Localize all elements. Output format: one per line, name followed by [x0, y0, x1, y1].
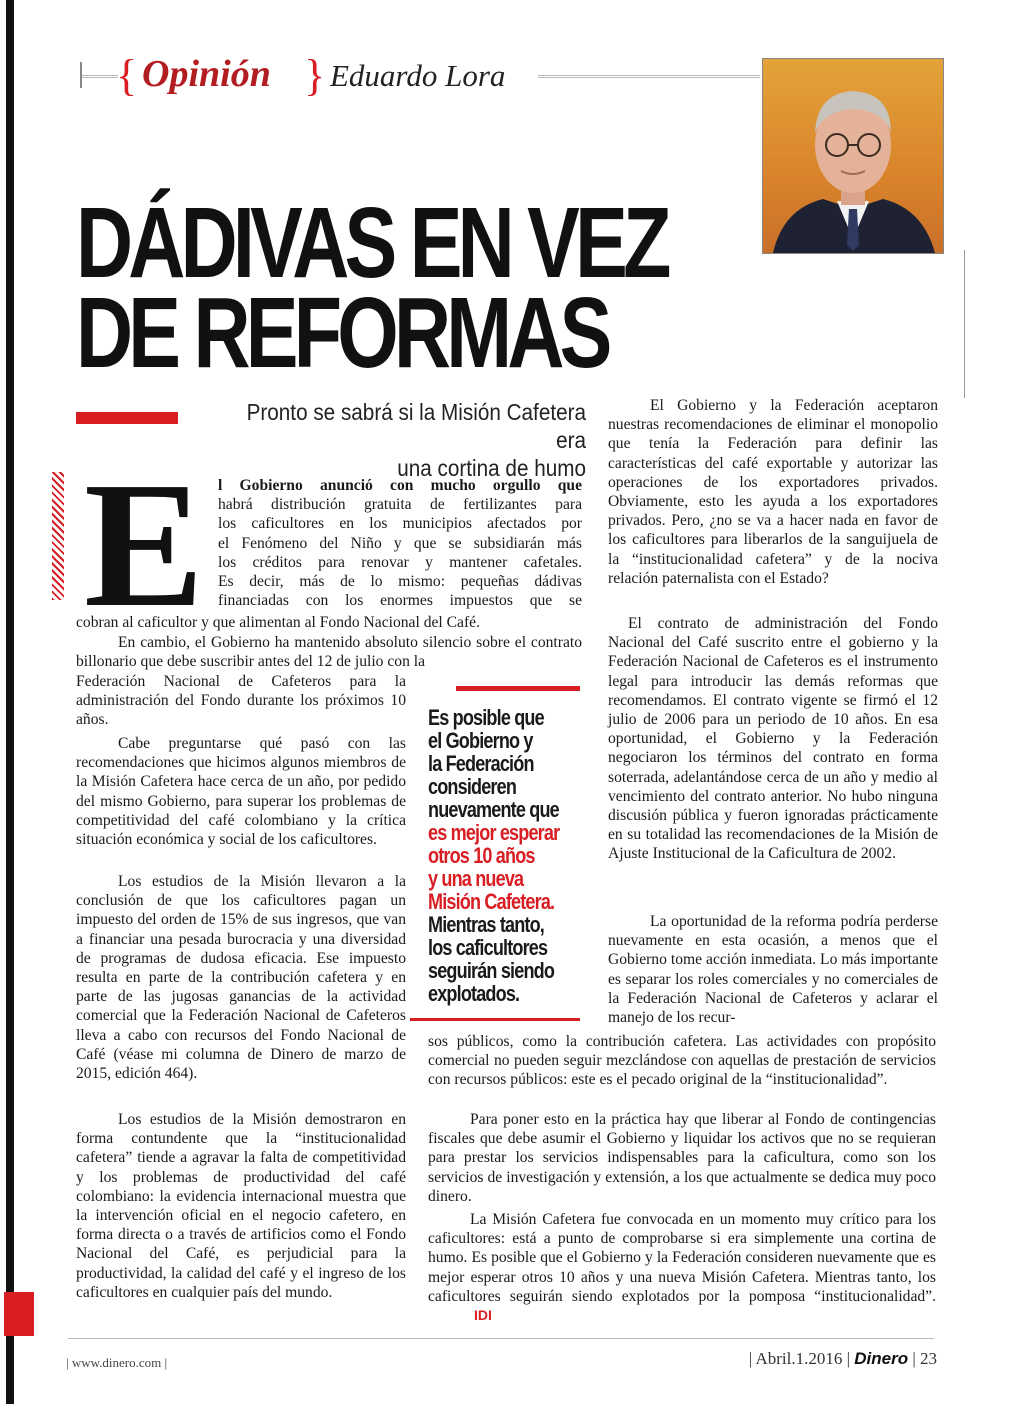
paragraph-institutionality: Los estudios de la Misión demostraron en forma contundente que la “institucionalidad cafetera” tiende a agravar la falta de competitividad y los problemas de productividad del café colombiano: la evidencia internacional muestra que la intervención oficial en el negocio cafetero, en forma directa o a través de artificios como el Fondo Nacional del Café, es perjudicial para la productividad, la calidad del café y el ingreso de los caficultores en cualquier país del mundo.: [76, 1111, 406, 1301]
footer-website: | www.dinero.com |: [66, 1355, 168, 1370]
portrait-illustration: [763, 59, 943, 253]
brace-close: }: [304, 51, 326, 100]
subtitle-line-2: una cortina de humo: [397, 455, 586, 481]
brace-open: {: [116, 51, 138, 100]
intro-line: los créditos para renovar y mantener cafetales.: [218, 553, 582, 571]
paragraph-contingencies: Para poner esto en la práctica hay que liberar al Fondo de contingencias fiscales que debe asumir el Gobierno y liquidar los activos que no se requieran para prestar los servicios indispensables para la caficultura, como son los servicios de investigación y extensión, a los que actualmente se dedica muy poco dinero.: [428, 1111, 936, 1205]
pullquote-bottom-rule: [410, 1018, 580, 1021]
section-label: Opinión: [142, 53, 271, 95]
headline: [76, 187, 667, 389]
intro-bold-line: l Gobierno anunció con mucho orgullo que: [218, 477, 582, 494]
intro-paragraph: [218, 476, 582, 610]
dropcap-hatch-decoration: [52, 472, 64, 600]
footer-meta: [749, 1349, 937, 1369]
pullquote-red: es mejor esperar otros 10 años y una nueva Misión Cafetera.: [428, 820, 560, 914]
headline-line-2: DE REFORMAS: [76, 277, 608, 389]
subtitle: [226, 398, 586, 482]
paragraph-reform-opportunity: La oportunidad de la reforma podría perderse nuevamente en esta ocasión, a menos que el Gobierno tome acción inmediata. Lo más importante es separar los roles comerciales y no comerciales de la Federación Nacional de Cafeteros y aclarar el manejo de los recur-: [608, 913, 938, 1027]
subtitle-red-bar: [76, 412, 178, 424]
intro-line: habrá distribución gratuita de fertilizantes para: [218, 496, 582, 514]
paragraph-contract-narrow: Federación Nacional de Cafeteros para la administración del Fondo durante los próximos 10 años.: [76, 673, 406, 729]
intro-paragraph-tail: cobran al caficultor y que alimentan al Fondo Nacional del Café.: [76, 614, 480, 631]
paragraph-conclusion: [428, 1210, 936, 1325]
pullquote-top-rule: [456, 686, 580, 691]
paragraph-contract-wide: En cambio, el Gobierno ha mantenido absoluto silencio sobre el contrato billonario que debe suscribir antes del 12 de julio con la: [76, 634, 582, 671]
paragraph-public-resources: sos públicos, como la contribución cafetera. Las actividades con propósito comercial no pueden seguir mezclándose con aquellas de prestación de servicios con recursos públicos: este es el pecado original de la “institucionalidad”.: [428, 1033, 936, 1089]
headline-line-1: DÁDIVAS EN VEZ: [76, 187, 667, 299]
intro-line: los caficultores en los municipios afectados por: [218, 515, 582, 533]
subtitle-line-1: Pronto se sabrá si la Misión Cafetera era: [246, 399, 586, 453]
intro-line: Es decir, más de lo mismo: pequeñas dádivas: [218, 573, 582, 591]
left-edge-red-tab: [4, 1292, 34, 1336]
drop-cap: E: [84, 445, 205, 644]
end-mark: IDI: [474, 1307, 492, 1324]
header-rule-right: [538, 74, 760, 78]
paragraph-recommendations: Cabe preguntarse qué pasó con las recomendaciones que hicimos algunos miembros de la Misión Cafetera hace cerca de un año, por pedido del mismo Gobierno, para superar los problemas de competitividad del café colombiano y la crítica situación económica y social de los caficultores.: [76, 735, 406, 849]
section-header: [80, 51, 760, 100]
author-name: Eduardo Lora: [330, 58, 506, 93]
paragraph-fund-contract: El contrato de administración del Fondo Nacional del Café suscrito entre el gobierno y la Federación Nacional de Cafeteros es el instrumento legal para introducir las demás reformas que recomendamos. El contrato vigente se firmó el 12 julio de 2006 para un periodo de 10 años. En esa oportunidad, el Gobierno y la Federación negociaron los términos del contrato en forma soterrada, adelantándose cerca de un año y medio al vencimiento del contrato anterior. No hubo ninguna discusión pública y fueron ignoradas prácticamente en su totalidad las recomendaciones de la Misión de Ajuste Institucional de la Caficultura de 2002.: [608, 615, 938, 863]
pullquote-black-2: Mientras tanto, los caficultores seguirán siendo explotados.: [428, 912, 555, 1006]
magazine-logo: Dinero: [854, 1349, 909, 1368]
pullquote-black-1: Es posible que el Gobierno y la Federación consideren nuevamente que: [428, 705, 559, 822]
column-rule-right: [964, 250, 965, 398]
pullquote: [428, 706, 567, 1005]
paragraph-tax-study: Los estudios de la Misión llevaron a la conclusión de que los caficultores pagan un impuesto del orden de 15% de sus ingresos, que van a financiar una pesada burocracia y una diversidad de programas de dudosa eficacia. Ese impuesto resulta en parte de la contribución cafetera y en parte de las jugosas ganancias de la actividad comercial que la Federación Nacional de Cafeteros lleva a cabo con recursos del Fondo Nacional de Café (véase mi columna de Dinero de marzo de 2015, edición 464).: [76, 873, 406, 1083]
conclusion-text: La Misión Cafetera fue convocada en un momento muy crítico para los caficultores: está a punto de comprobarse si era simplemente una cortina de humo. Es posible que el Gobierno y la Federación consideren nuevamente que es mejor esperar otros 10 años y una nueva Misión Cafetera. Mientras tanto, los caficultores seguirán siendo explotados por la pomposa “institucionalidad”.: [428, 1211, 936, 1305]
intro-line: financiadas con los enormes impuestos que se: [218, 592, 582, 610]
paragraph-monopoly: El Gobierno y la Federación aceptaron nuestras recomendaciones de eliminar el monopolio que tenía la Federación para definir las características del café exportable y autorizar las operaciones de los exportadores privados. Obviamente, esto les ayuda a los exportadores privados. Pero, ¿no se va a hacer nada en favor de los caficultores para liberarlos de la sanguijuela de la “institucionalidad cafetera” y de la nociva relación paternalista con el Estado?: [608, 397, 938, 587]
header-rule-left: [80, 74, 118, 78]
intro-line: el Fenómeno del Niño y que se subsidiarán más: [218, 534, 582, 552]
header-tick-left: [80, 62, 82, 88]
footer-date: | Abril.1.2016 |: [748, 1349, 850, 1368]
left-edge-bar: [6, 0, 14, 1404]
author-portrait: [762, 58, 944, 254]
page-number: | 23: [912, 1349, 937, 1368]
footer-rule: [68, 1338, 934, 1339]
